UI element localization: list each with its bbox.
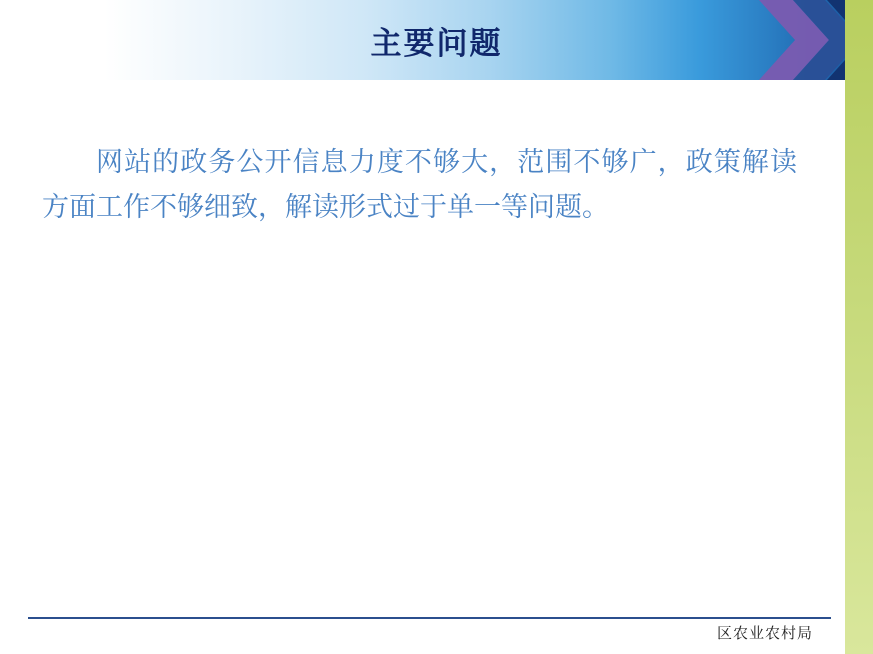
footer-label: 区农业农村局 bbox=[716, 624, 813, 642]
body-paragraph: 网站的政务公开信息力度不够大，范围不够广，政策解读方面工作不够细致，解读形式过于单一等问题。 bbox=[42, 147, 797, 223]
footer-divider bbox=[28, 617, 831, 619]
slide-title: 主要问题 bbox=[370, 26, 503, 62]
side-accent-spacer bbox=[831, 80, 845, 654]
side-accent-bar bbox=[845, 0, 873, 654]
slide-body bbox=[0, 90, 830, 590]
